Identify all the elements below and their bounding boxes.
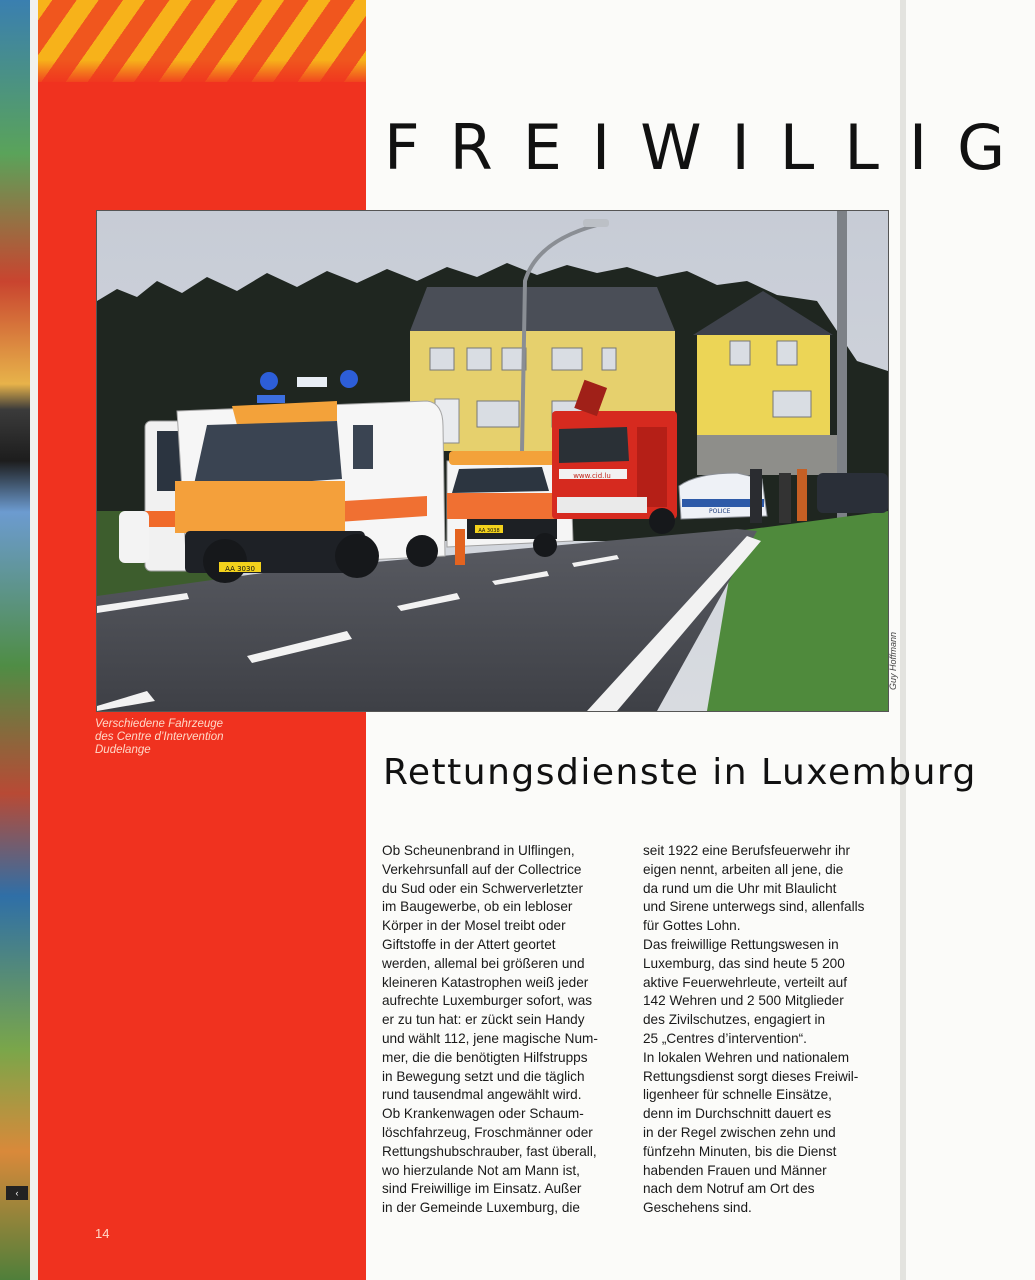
body-line: 142 Wehren und 2 500 Mitglieder [643,993,844,1009]
photo-credit: Guy Hoffmann [888,631,898,690]
body-line: aktive Feuerwehrleute, verteilt auf [643,974,848,990]
body-line: wo hierzulande Not am Mann ist, [382,1162,580,1178]
caption-line: Verschiedene Fahrzeuge [95,718,224,730]
fire-truck-text: www.cid.lu [573,472,611,480]
body-line: fünfzehn Minuten, bis die Dienst [643,1143,837,1159]
body-line: Verkehrsunfall auf der Collectrice [382,861,582,877]
caption-line: Dudelange [95,744,151,756]
body-line: und Sirene unterwegs sind, allenfalls [643,899,865,915]
body-line: eigen nennt, arbeiten all jene, die [643,861,844,877]
body-line: Luxemburg, das sind heute 5 200 [643,955,845,971]
body-line: in Bewegung setzt und die täglich [382,1068,585,1084]
photo-caption [95,718,345,757]
body-line: aufrechte Luxemburger sofort, was [382,993,593,1009]
body-line: denn im Durchschnitt dauert es [643,1106,832,1122]
body-line: mer, die die benötigten Hilfstrupps [382,1049,588,1065]
body-line: löschfahrzeug, Froschmänner oder [382,1124,593,1140]
body-line: sind Freiwillige im Einsatz. Außer [382,1181,582,1197]
body-line: Körper in der Mosel treibt oder [382,918,566,934]
body-line: du Sud oder ein Schwerverletzter [382,880,583,896]
body-line: da rund um die Uhr mit Blaulicht [643,880,837,896]
body-column-right [643,842,883,1218]
body-line: Giftstoffe in der Attert geortet [382,936,556,952]
body-line: Geschehens sind. [643,1200,752,1216]
body-line: Rettungshubschrauber, fast überall, [382,1143,597,1159]
body-line: rund tausendmal angewählt wird. [382,1087,582,1103]
page-tab-marker: ‹ [6,1186,28,1200]
body-line: in der Regel zwischen zehn und [643,1124,836,1140]
body-line: er zu tun hat: er zückt sein Handy [382,1012,585,1028]
body-line: habenden Frauen und Männer [643,1162,827,1178]
body-column-left [382,842,622,1218]
body-line: Rettungsdienst sorgt dieses Freiwil- [643,1068,859,1084]
page-gutter [30,0,38,1280]
warning-stripes-fade [38,60,366,86]
van-plate: AA 3030 [225,565,255,573]
body-line: kleineren Katastrophen weiß jeder [382,974,589,990]
body-line: seit 1922 eine Berufsfeuerwehr ihr [643,843,851,858]
page-headline: FREIWILLIG [384,111,1035,184]
body-line: in der Gemeinde Luxemburg, die [382,1200,580,1216]
body-line: im Baugewerbe, ob ein lebloser [382,899,573,915]
body-line: und wählt 112, jene magische Num- [382,1030,598,1046]
police-car-text: POLICE [709,508,731,515]
section-title: Rettungsdienste in Luxemburg [383,752,977,793]
car-plate: AA 3038 [478,528,500,534]
body-line: werden, allemal bei größeren und [382,955,585,971]
body-line: In lokalen Wehren und nationalem [643,1049,850,1065]
page-number: 14 [95,1226,110,1241]
body-line: 25 „Centres d’intervention“. [643,1030,807,1046]
body-line: nach dem Notruf am Ort des [643,1181,815,1197]
body-line: ligenheer für schnelle Einsätze, [643,1087,832,1103]
body-line: Das freiwillige Rettungswesen in [643,936,839,952]
page-right-edge [900,0,906,1280]
caption-line: des Centre d’Intervention [95,731,224,743]
body-line: Ob Krankenwagen oder Schaum- [382,1106,584,1122]
body-line: Ob Scheunenbrand in Ulflingen, [382,843,575,858]
body-line: des Zivilschutzes, engagiert in [643,1012,826,1028]
adjacent-page-edge [0,0,30,1280]
body-line: für Gottes Lohn. [643,918,741,934]
emergency-vehicles-photo [97,211,888,711]
